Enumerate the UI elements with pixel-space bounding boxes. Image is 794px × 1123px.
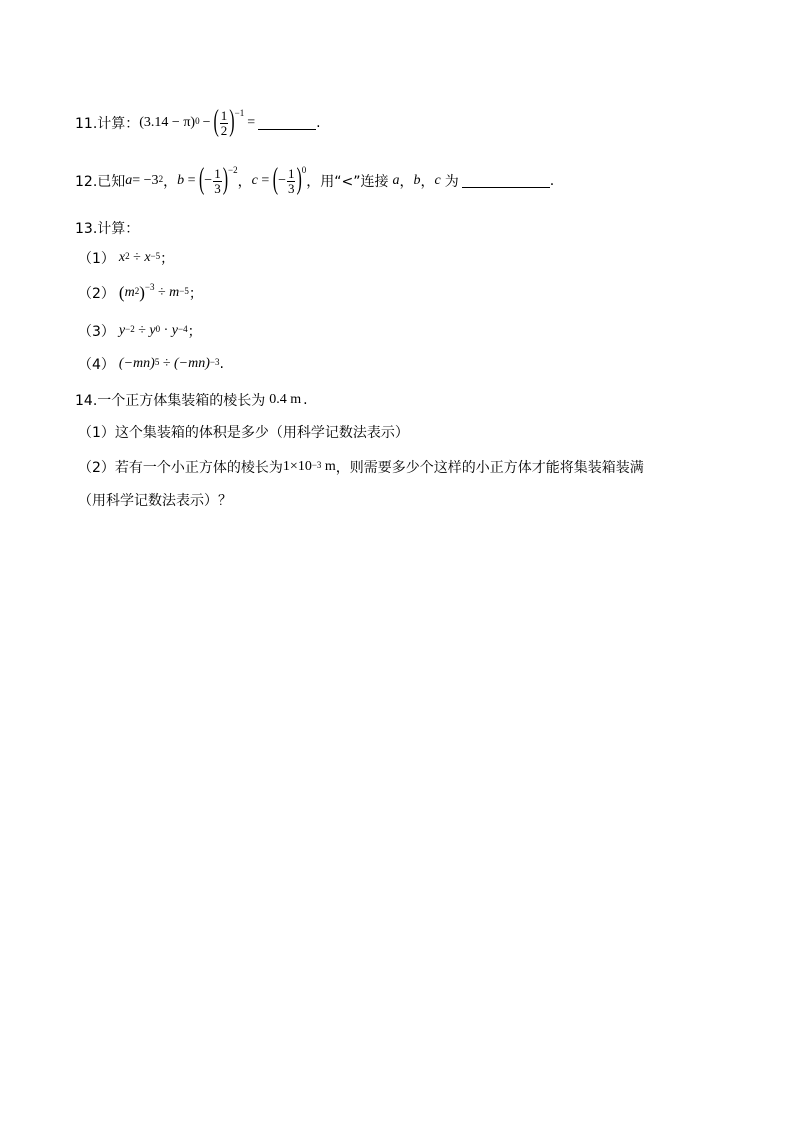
q13-p4-mn2: (−mn) <box>174 356 210 371</box>
q14-p2-cont: （用科学记数法表示）？ <box>78 493 232 509</box>
q12-text1: ，用“<”连接 <box>306 174 389 190</box>
q12-end: . <box>549 173 555 189</box>
q13-p4-mn1: (−mn) <box>118 356 155 371</box>
q12-c-lparen: ( <box>272 163 279 197</box>
q12-b-fraction <box>213 167 222 196</box>
q11-exp-0: 0 <box>195 116 200 126</box>
q11-denominator: 2 <box>220 122 228 138</box>
q13-p1-exp2: −5 <box>150 251 161 261</box>
q12-b-exp: −2 <box>228 165 238 175</box>
q12-b-numerator: 1 <box>214 165 221 181</box>
q11-label: 11.计算： <box>75 116 140 132</box>
q12-letter-a: a <box>392 173 400 188</box>
q14-length-value: 0.4 m <box>269 392 302 407</box>
question-14 <box>75 390 308 410</box>
q12-label: 12.已知 <box>75 174 126 190</box>
q13-p3-y2: y <box>149 323 156 338</box>
q14-p2-pre: （2）若有一个小正方体的棱长为 <box>78 460 283 476</box>
q14-part-1 <box>78 422 409 442</box>
q12-letter-b: b <box>413 173 421 188</box>
q13-p3-label: （3） <box>78 324 115 340</box>
q12-comma2: ， <box>420 174 435 190</box>
q12-c-minus: − <box>278 173 286 188</box>
q13-label: 13.计算： <box>75 221 140 237</box>
q12-c-eq: = <box>257 173 273 188</box>
q13-part-2 <box>78 282 203 304</box>
q13-p3-y3: y <box>171 323 179 338</box>
q12-b-minus: − <box>204 173 213 188</box>
q14-period: . <box>303 392 308 408</box>
q11-numerator: 1 <box>220 107 228 123</box>
q14-part-2-continued <box>78 490 232 510</box>
q13-part-3 <box>78 321 202 341</box>
q13-p2-div: ÷ <box>154 285 170 300</box>
q14-p2-exp: −3 <box>311 460 322 470</box>
q12-comma1: ， <box>399 174 414 190</box>
q12-a-exp: 2 <box>158 174 164 184</box>
q13-part-1 <box>78 248 174 268</box>
q13-p2-label: （2） <box>78 286 115 302</box>
q12-var-b: b <box>177 173 185 188</box>
q14-p1-text: （1）这个集装箱的体积是多少（用科学记数法表示） <box>78 425 409 441</box>
q13-p3-semi: ； <box>187 324 202 340</box>
question-13-heading <box>75 218 139 238</box>
q14-part-2 <box>78 456 644 478</box>
q11-end: . <box>316 115 321 131</box>
q12-b-rparen: ) <box>222 163 229 197</box>
q11-lparen: ( <box>213 105 219 139</box>
q14-label: 14.一个正方体集装箱的棱长为 <box>75 393 266 409</box>
q14-p2-unit: m <box>321 459 336 474</box>
q13-p2-paren-l: ( <box>118 283 125 302</box>
q11-rparen: ) <box>229 105 235 139</box>
q14-p2-post: ，则需要多少个这样的小正方体才能将集装箱装满 <box>335 460 644 476</box>
q12-c-exp: 0 <box>301 165 307 175</box>
question-11 <box>75 105 321 139</box>
q13-p1-x1: x <box>118 250 126 265</box>
q13-p3-exp2: 0 <box>155 324 161 334</box>
q13-p3-dot: · <box>160 323 172 338</box>
q13-p2-exp-out: −3 <box>144 282 155 292</box>
q13-part-4 <box>78 354 224 374</box>
q11-equals: = <box>247 115 256 130</box>
q13-p1-exp1: 2 <box>125 251 130 261</box>
q12-c-rparen: ) <box>296 163 302 197</box>
q13-p2-paren-r: ) <box>139 283 145 302</box>
q11-answer-blank[interactable] <box>258 117 316 130</box>
q13-p1-div: ÷ <box>129 250 145 265</box>
q12-sep1: ， <box>163 174 178 190</box>
q13-p2-m1: m <box>124 285 135 300</box>
q12-a-rhs: = −3 <box>132 173 159 188</box>
q12-answer-blank[interactable] <box>462 175 550 188</box>
q13-p4-exp2: −3 <box>209 357 220 367</box>
q12-var-a: a <box>125 173 133 188</box>
question-12 <box>75 164 554 198</box>
q12-b-lparen: ( <box>198 163 205 197</box>
q12-c-denominator: 3 <box>287 180 295 196</box>
q13-p2-semi: ； <box>188 286 203 302</box>
q11-exp-neg1: −1 <box>234 108 245 118</box>
q13-p1-x2: x <box>144 250 151 265</box>
q11-fraction <box>220 109 229 138</box>
q13-p3-exp3: −4 <box>178 324 188 334</box>
q13-p3-div: ÷ <box>134 323 150 338</box>
q13-p1-semi: ； <box>160 251 175 267</box>
q12-b-denominator: 3 <box>214 180 221 196</box>
q13-p4-label: （4） <box>78 357 115 373</box>
q13-p2-m2: m <box>169 285 180 300</box>
q11-expr-a: (3.14 − π) <box>139 115 196 130</box>
q13-p4-div: ÷ <box>159 356 174 371</box>
q13-p1-label: （1） <box>78 251 115 267</box>
q13-p2-exp-in: 2 <box>134 286 140 296</box>
q13-p2-exp2: −5 <box>179 286 189 296</box>
q12-letter-c: c <box>434 173 441 188</box>
q12-sep2: ， <box>237 174 252 190</box>
q13-p4-exp1: 5 <box>154 357 160 367</box>
q12-c-numerator: 1 <box>287 165 295 181</box>
q13-p3-exp1: −2 <box>125 324 135 334</box>
q12-var-c: c <box>251 173 258 188</box>
q13-p4-end: . <box>219 356 224 372</box>
q12-b-eq: = <box>184 173 199 188</box>
q14-p2-value: 1×10 <box>282 459 312 474</box>
q11-minus: − <box>202 115 211 130</box>
q12-c-fraction <box>287 167 296 196</box>
q13-p3-y1: y <box>118 323 126 338</box>
q12-text2: 为 <box>444 174 459 190</box>
